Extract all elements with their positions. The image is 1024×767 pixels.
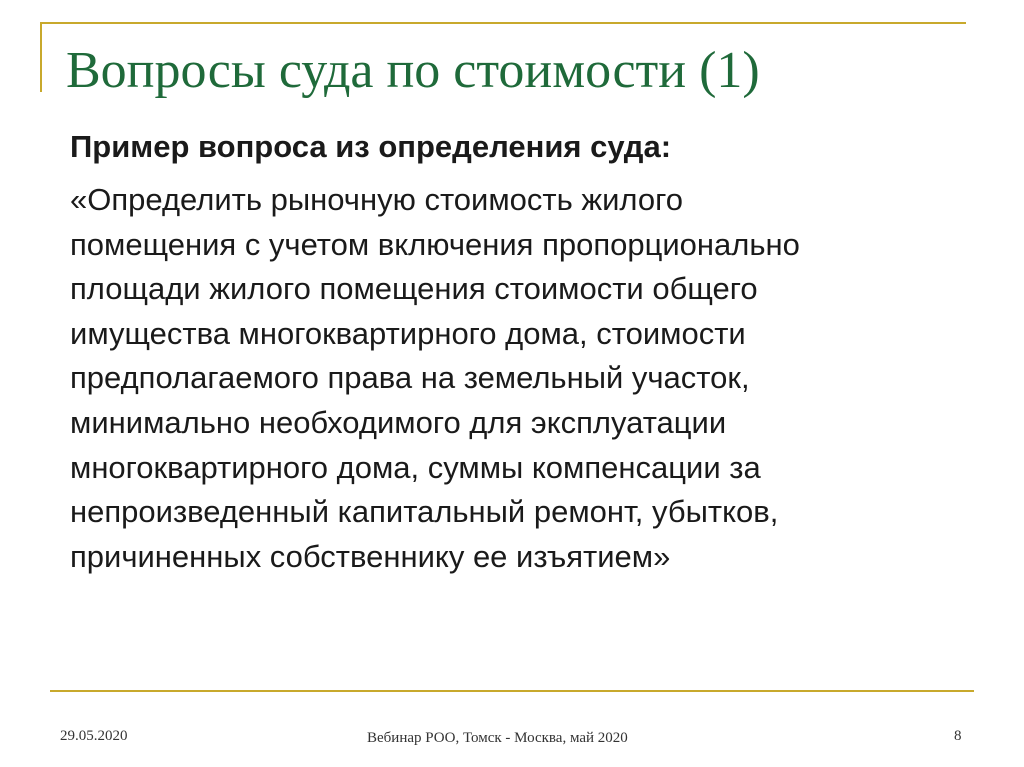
quote-line: минимально необходимого для эксплуатации xyxy=(70,404,727,440)
quote-line: площади жилого помещения стоимости общего xyxy=(70,271,758,307)
page-number: 8 xyxy=(954,728,962,744)
quote-line: причиненных собственнику ее изъятием» xyxy=(70,538,671,574)
slide-body xyxy=(70,126,970,579)
quote-line: «Определить рыночную стоимость жилого xyxy=(70,182,683,217)
footer-rule xyxy=(50,690,974,692)
title-frame-left-rule xyxy=(40,22,42,92)
slide-title: Вопросы суда по стоимости (1) xyxy=(66,42,760,99)
quote-line: многоквартирного дома, суммы компенсации за xyxy=(70,449,761,485)
footer-event: Вебинар РОО, Томск - Москва, май 2020 xyxy=(367,730,628,746)
quote-line: помещения с учетом включения пропорционально xyxy=(70,226,800,262)
title-frame-top-rule xyxy=(40,22,966,24)
footer-date: 29.05.2020 xyxy=(60,728,128,744)
quote-line: предполагаемого права на земельный участок, xyxy=(70,360,750,396)
quote-line: непроизведенный капитальный ремонт, убытков, xyxy=(70,494,779,530)
quote-line: имущества многоквартирного дома, стоимости xyxy=(70,315,746,351)
court-question-quote xyxy=(70,178,970,579)
body-subheading: Пример вопроса из определения суда: xyxy=(70,129,672,164)
